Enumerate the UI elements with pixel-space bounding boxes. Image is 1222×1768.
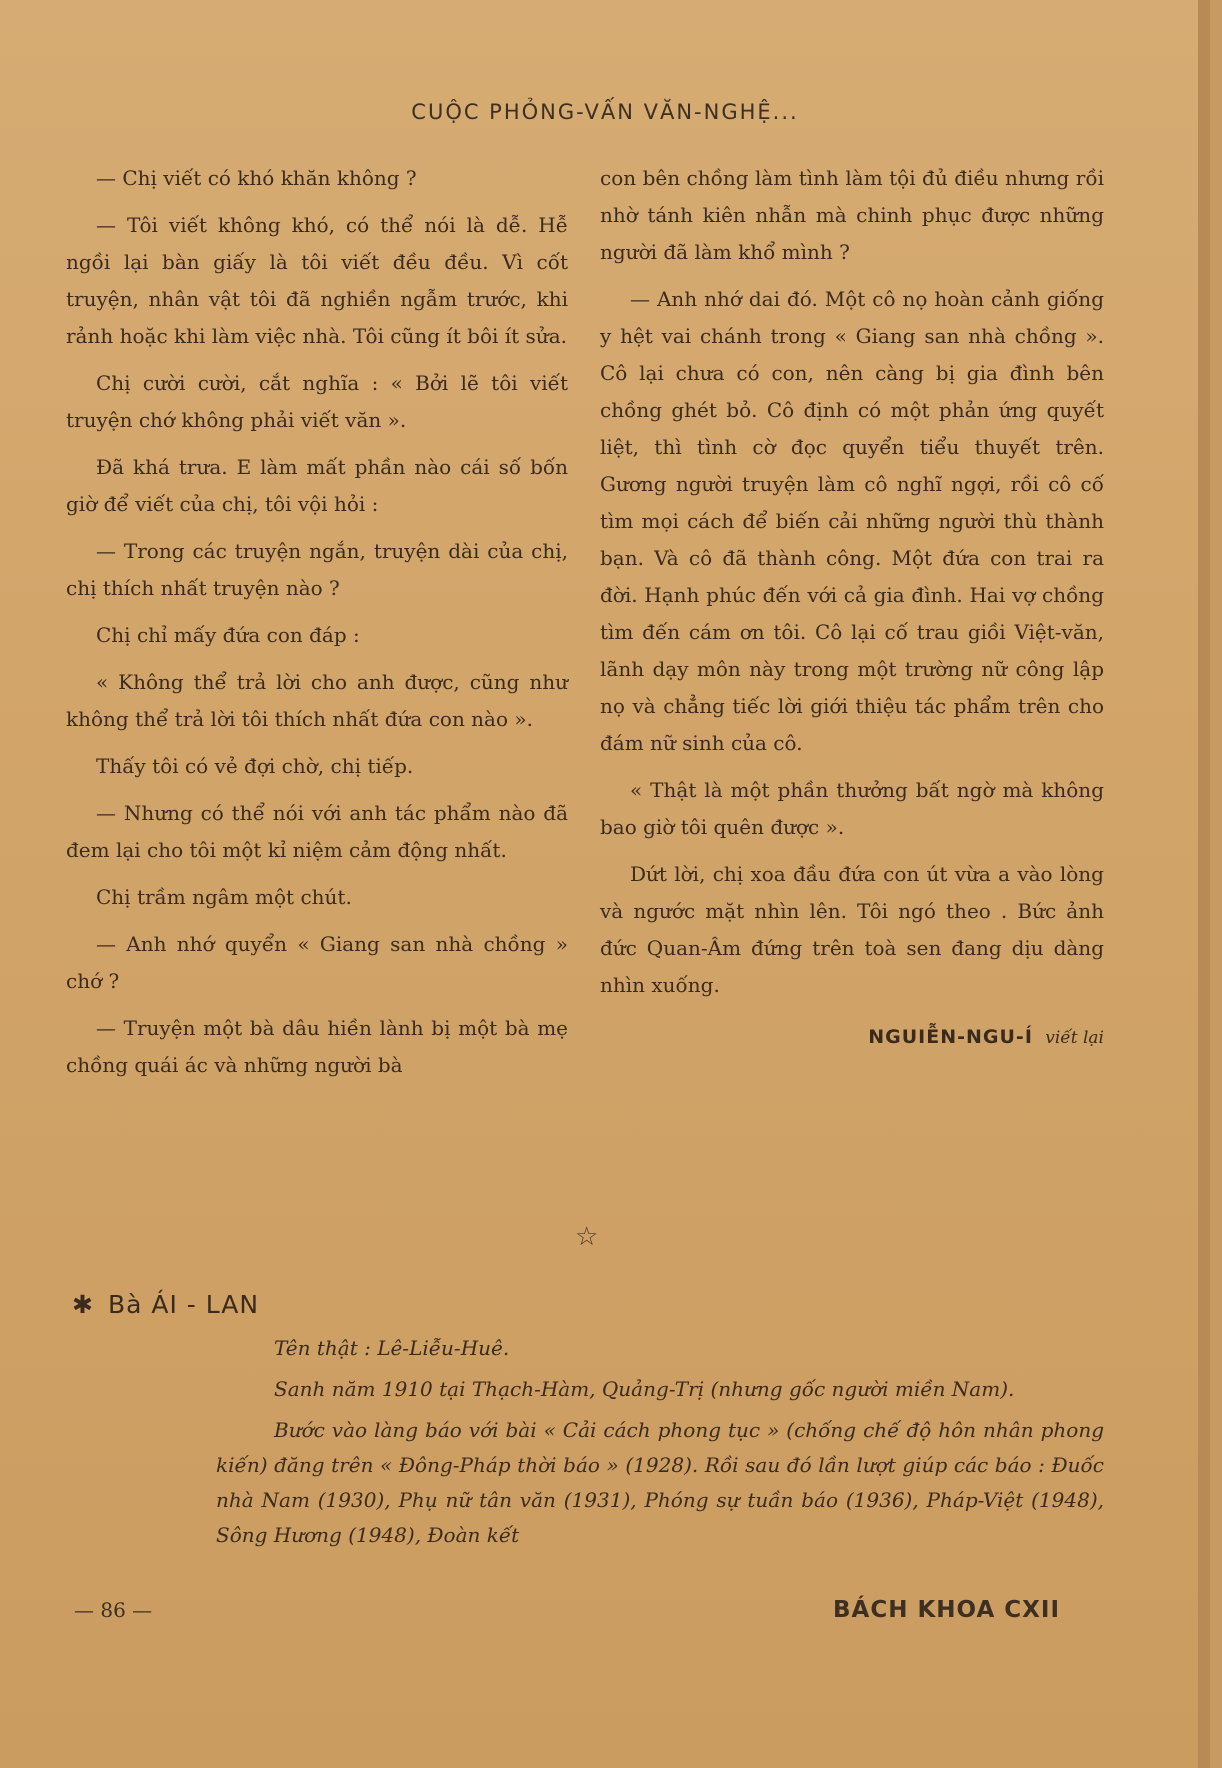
running-head: CUỘC PHỎNG-VẤN VĂN-NGHỆ...: [411, 100, 799, 124]
paragraph: « Thật là một phần thưởng bất ngờ mà không bao giờ tôi quên được ».: [600, 778, 1104, 839]
left-column: [66, 160, 568, 1094]
page-edge: [1198, 0, 1210, 1768]
author-note: viết lại: [1045, 1028, 1104, 1048]
bio-real-name: Tên thật : Lê-Liễu-Huê.: [274, 1336, 510, 1360]
paragraph: Dứt lời, chị xoa đầu đứa con út vừa a vào lòng và ngước mặt nhìn lên. Tôi ngó theo . Bức ảnh đức Quan-Âm đứng trên toà sen đang dịu dàng nhìn xuống.: [600, 862, 1104, 997]
paragraph: Thấy tôi có vẻ đợi chờ, chị tiếp.: [96, 754, 414, 778]
publication-name: BÁCH KHOA CXII: [833, 1597, 1061, 1623]
bio-born: Sanh năm 1910 tại Thạch-Hàm, Quảng-Trị (nhưng gốc người miền Nam).: [274, 1377, 1015, 1401]
paragraph: — Nhưng có thể nói với anh tác phẩm nào đã đem lại cho tôi một kỉ niệm cảm động nhất.: [66, 801, 568, 862]
paragraph: con bên chồng làm tình làm tội đủ điều nhưng rồi nhờ tánh kiên nhẫn mà chinh phục được những người đã làm khổ mình ?: [600, 166, 1104, 264]
paragraph: « Không thể trả lời cho anh được, cũng như không thể trả lời tôi thích nhất đứa con nào ».: [66, 670, 568, 731]
bio-career: Bước vào làng báo với bài « Cải cách phong tục » (chống chế độ hôn nhân phong kiến) đăng trên « Đông-Pháp thời báo » (1928). Rồi sau đó lần lượt giúp các báo : Đuốc nhà Nam (1930), Phụ nữ tân văn (1931), Phóng sự tuần báo (1936), Pháp-Việt (1948), Sông Hương (1948), Đoàn kết: [216, 1418, 1104, 1547]
bio-name: Bà ÁI - LAN: [107, 1290, 260, 1319]
paragraph: Đã khá trưa. E làm mất phần nào cái số bốn giờ để viết của chị, tôi vội hỏi :: [66, 455, 568, 516]
paragraph: — Truyện một bà dâu hiền lành bị một bà mẹ chồng quái ác và những người bà: [66, 1016, 568, 1077]
author-name: NGUIỄN-NGU-Í: [868, 1026, 1033, 1048]
page-number: — 86 —: [74, 1598, 153, 1622]
paragraph: Chị chỉ mấy đứa con đáp :: [96, 623, 360, 647]
paragraph: — Chị viết có khó khăn không ?: [96, 166, 417, 190]
signature: [600, 1018, 1104, 1057]
paragraph: — Tôi viết không khó, có thể nói là dễ. Hễ ngồi lại bàn giấy là tôi viết đều đều. Vì cốt truyện, nhân vật tôi đã nghiền ngẫm trước, khi rảnh hoặc khi làm việc nhà. Tôi cũng ít bôi ít sửa.: [66, 213, 568, 348]
star-separator-icon: ☆: [575, 1222, 599, 1252]
paragraph: — Anh nhớ quyển « Giang san nhà chồng » chớ ?: [66, 932, 568, 993]
paragraph: Chị cười cười, cắt nghĩa : « Bởi lẽ tôi viết truyện chớ không phải viết văn ».: [66, 371, 568, 432]
asterisk-icon: ✱: [72, 1290, 94, 1319]
paragraph: Chị trầm ngâm một chút.: [96, 885, 352, 909]
paragraph: — Trong các truyện ngắn, truyện dài của chị, chị thích nhất truyện nào ?: [66, 539, 568, 600]
paragraph: — Anh nhớ dai đó. Một cô nọ hoàn cảnh giống y hệt vai chánh trong « Giang san nhà chồng ». Cô lại chưa có con, nên càng bị gia đình bên chồng ghét bỏ. Cô định có một phản ứng quyết liệt, thì tình cờ đọc quyển tiểu thuyết trên. Gương người truyện làm cô nghĩ ngợi, rồi cô cố tìm mọi cách để biến cải những người thù thành bạn. Và cô đã thành công. Một đứa con trai ra đời. Hạnh phúc đến với cả gia đình. Hai vợ chồng tìm đến cám ơn tôi. Cô lại cố trau giồi Việt-văn, lãnh dạy môn này trong một trường nữ công lập nọ và chẳng tiếc lời giới thiệu tác phẩm trên cho đám nữ sinh của cô.: [600, 287, 1104, 755]
bio-heading: [72, 1290, 1104, 1319]
right-column: [600, 160, 1104, 1057]
author-bio: [72, 1290, 1104, 1553]
